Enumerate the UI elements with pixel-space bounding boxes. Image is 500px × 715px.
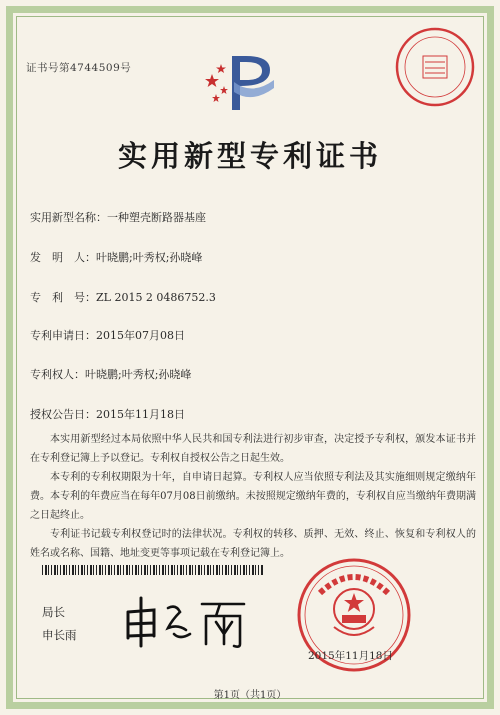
certificate-title: 实用新型专利证书 <box>117 139 382 173</box>
field-value: 2015年07月08日 <box>96 329 185 342</box>
field-patentee <box>30 366 191 382</box>
field-label: 发 明 人： <box>30 251 96 264</box>
field-label: 专 利 号： <box>30 291 96 304</box>
body-paragraph: 本实用新型经过本局依照中华人民共和国专利法进行初步审查，决定授予专利权，颁发本证书并在专利登记簿上予以登记。专利权自授权公告之日起生效。 <box>30 434 476 464</box>
agency-seal-icon <box>394 26 476 108</box>
certificate-number: 证书号第4744509号 <box>26 62 132 74</box>
field-patent-number <box>30 289 216 305</box>
field-value: 2015年11月18日 <box>96 408 185 421</box>
body-paragraph: 本专利的专利权期限为十年，自申请日起算。专利权人应当依照专利法及其实施细则规定缴纳年费。本专利的年费应当在每年07月08日前缴纳。未按照规定缴纳年费的，专利权自应当缴纳年费期满之日起终止。 <box>30 472 476 521</box>
field-value: 叶晓鹏;叶秀权;孙晓峰 <box>85 368 192 381</box>
issue-date: 2015年11月18日 <box>308 650 393 662</box>
page-number: 第1页（共1页） <box>213 690 287 701</box>
field-inventors <box>30 249 202 265</box>
field-label: 实用新型名称： <box>30 211 107 224</box>
field-utility-model-name <box>30 209 206 225</box>
director-signature <box>120 590 250 650</box>
field-label: 授权公告日： <box>30 408 96 421</box>
field-value: ZL 2015 2 0486752.3 <box>96 291 216 304</box>
director-name: 申长雨 <box>42 628 77 642</box>
inner-border <box>16 16 484 699</box>
field-label: 专利申请日： <box>30 329 96 342</box>
sipo-logo-icon <box>204 52 284 112</box>
agency-seal <box>394 26 476 108</box>
field-filing-date <box>30 327 185 343</box>
director-title: 局长 <box>42 605 65 619</box>
field-value: 一种塑壳断路器基座 <box>107 211 206 224</box>
field-grant-date <box>30 406 185 422</box>
barcode <box>42 565 264 575</box>
certificate-body <box>30 430 476 563</box>
field-label: 专利权人： <box>30 368 85 381</box>
body-paragraph: 专利证书记载专利权登记时的法律状况。专利权的转移、质押、无效、终止、恢复和专利权人的姓名或名称、国籍、地址变更等事项记载在专利登记簿上。 <box>30 529 476 559</box>
field-value: 叶晓鹏;叶秀权;孙晓峰 <box>96 251 203 264</box>
